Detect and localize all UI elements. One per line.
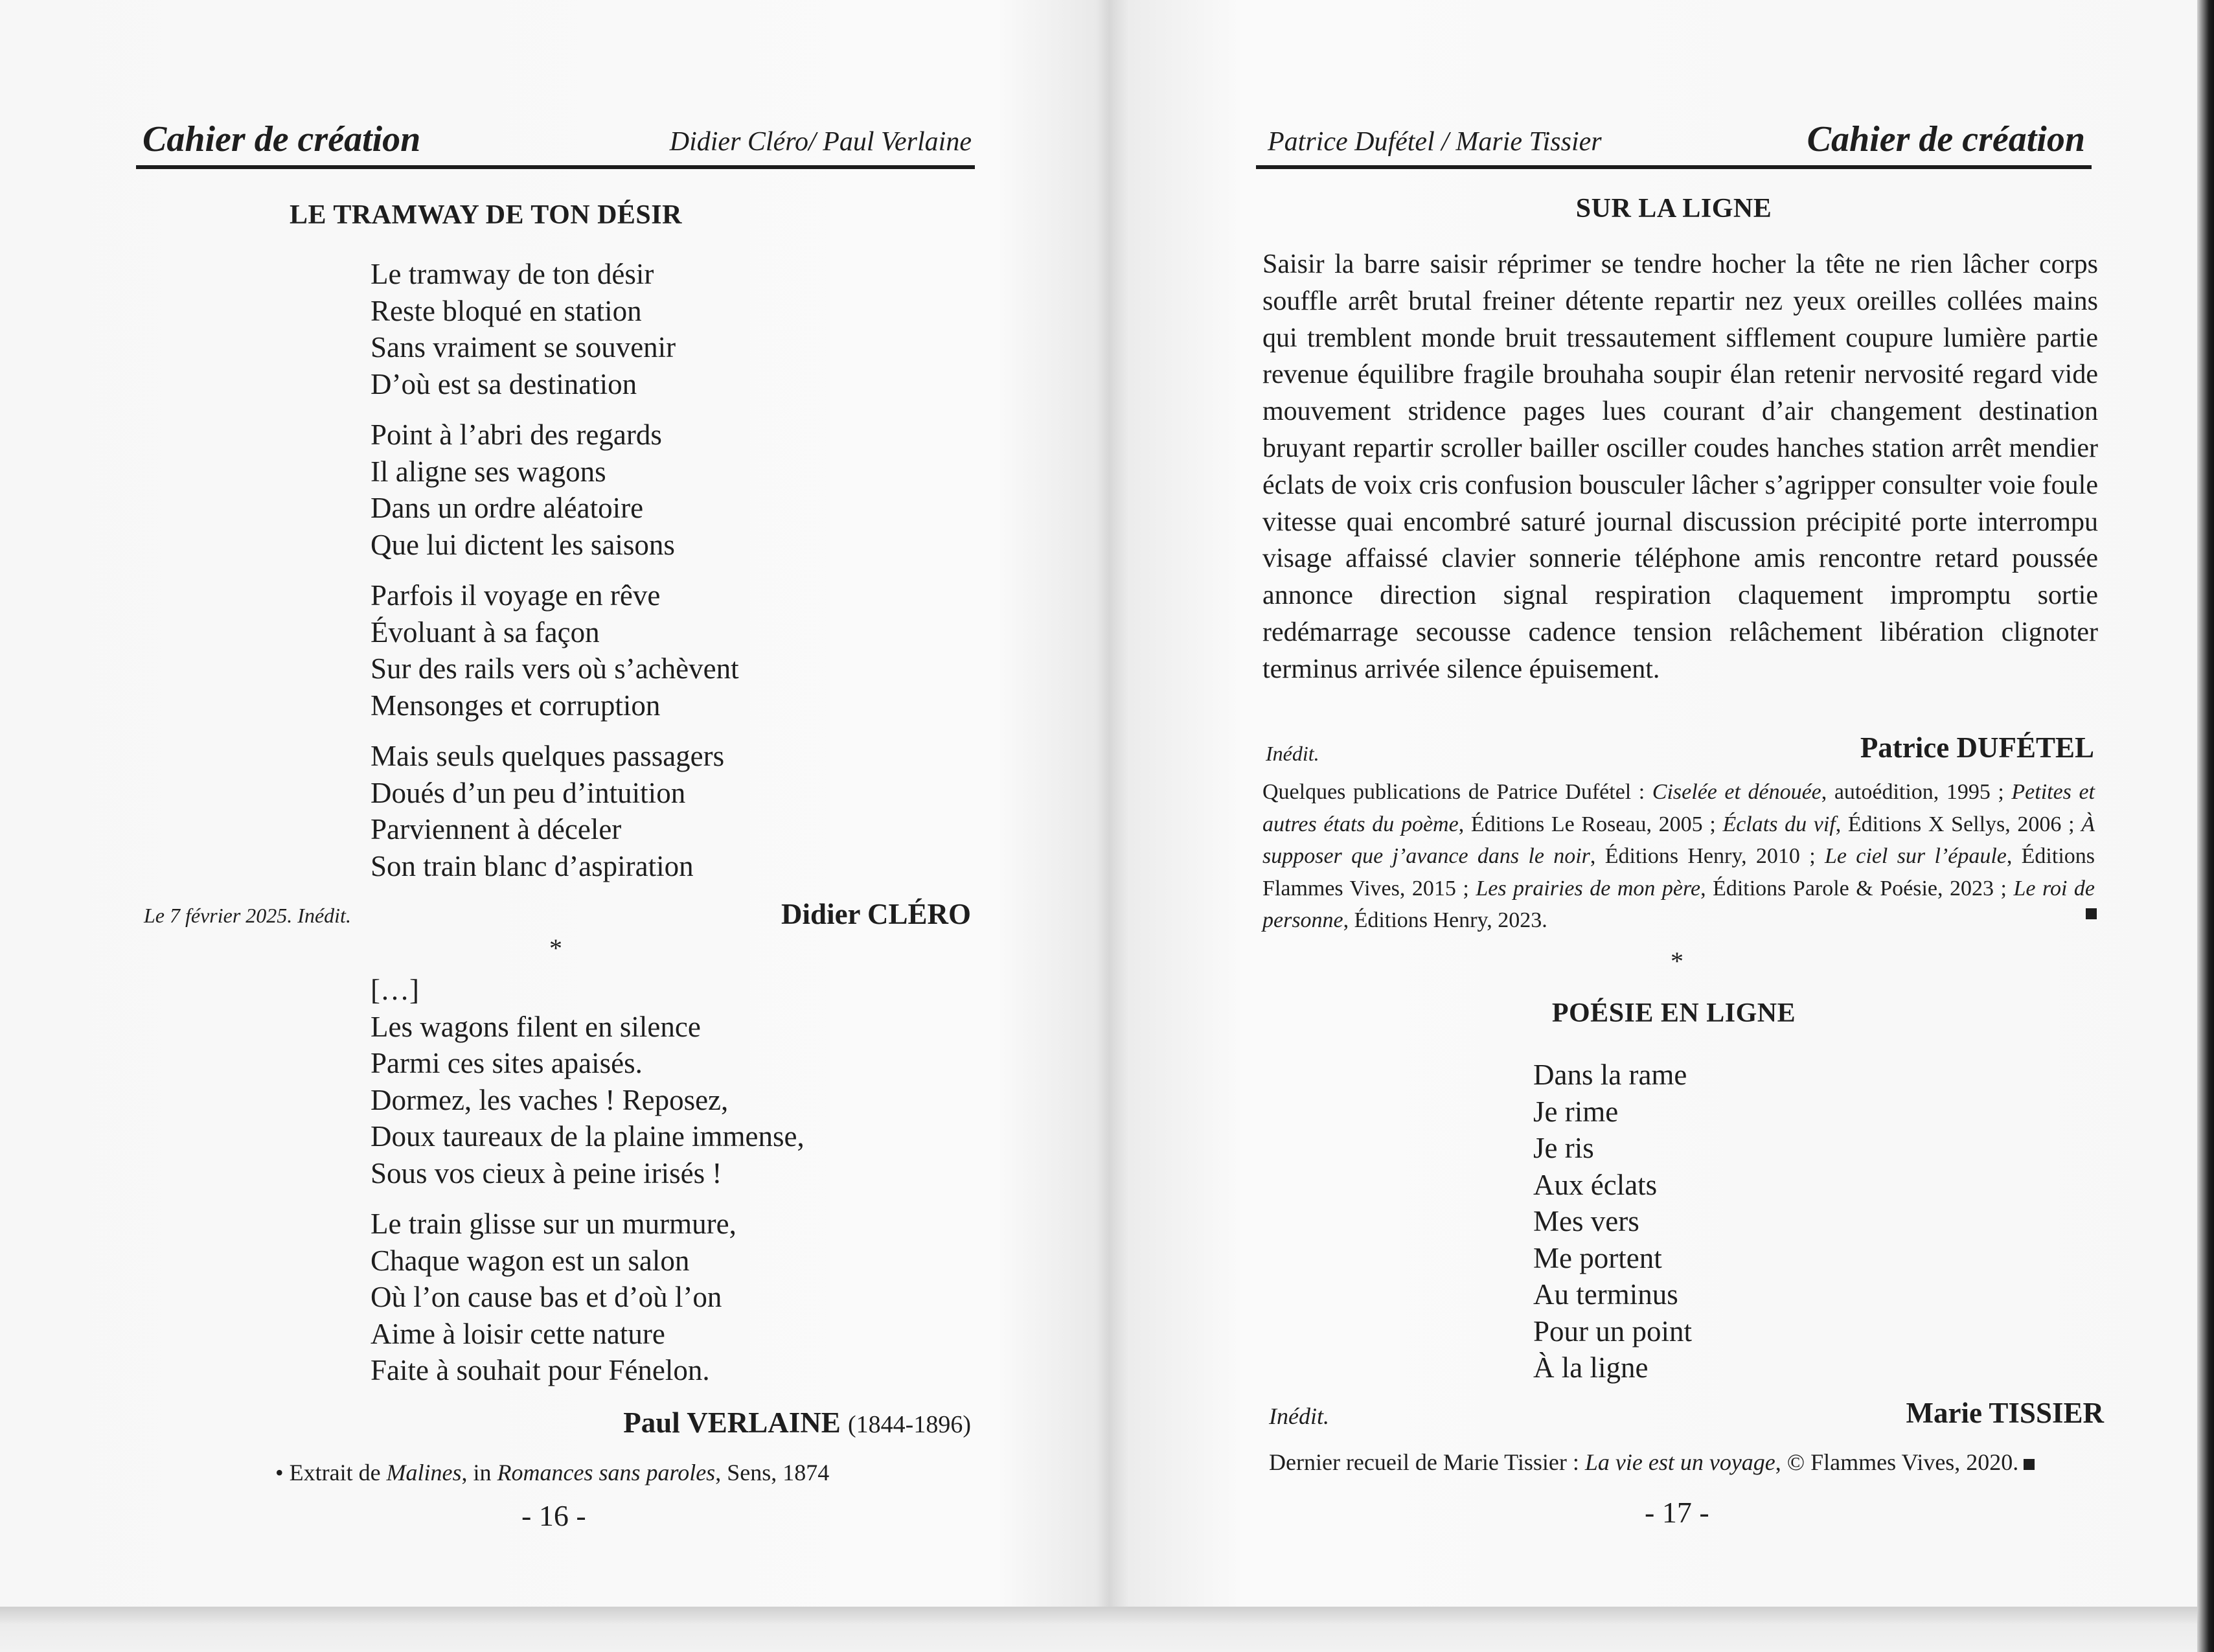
prose-poem: Saisir la barre saisir réprimer se tendre hocher la tête ne rien lâcher corps souffle arrêt brutal freiner détente repartir nez yeux oreilles collées mains qui tremblent monde bruit tressautement sifflement coupure lumière partie revenue équilibre fragile brouhaha soupir élan retenir nervosité regard vide mouvement stridence pages lues courant d’air changement destination bruyant repartir scroller bailler osciller coudes hanches station arrêt mendier éclats de voix cris confusion bousculer lâcher s’agripper consulter voie foule vitesse quai encombré saturé journal discussion précipité porte interrompu visage affaissé clavier sonnerie téléphone amis rencontre retard poussée annonce direction signal respiration claquement impromptu sortie redémarrage secousse cadence tension relâchement libération clignoter terminus arrivée silence épuisement.: [1262, 249, 2098, 684]
source-book: Romances sans paroles: [497, 1460, 716, 1486]
poem-body: [371, 256, 739, 899]
collection-note: [1269, 1449, 2035, 1476]
magazine-title: Cahier de création: [1807, 119, 2085, 159]
book-title: Ciselée et dénouée: [1652, 780, 1821, 804]
magazine-title: Cahier de création: [143, 119, 421, 159]
stanza: [371, 417, 739, 563]
header-authors: Didier Cléro/ Paul Verlaine: [669, 127, 972, 157]
header-authors: Patrice Dufétel / Marie Tissier: [1268, 127, 1602, 157]
verse-line: Doués d’un peu d’intuition: [371, 776, 686, 809]
verse-line: Sans vraiment se souvenir: [371, 331, 676, 363]
author-name: Paul VERLAINE: [623, 1406, 841, 1439]
verse-line: […]: [371, 974, 419, 1006]
source-suffix: , Sens, 1874: [715, 1460, 830, 1486]
book-title: Les prairies de mon père: [1476, 876, 1701, 901]
poem-date-note: Le 7 février 2025. Inédit.: [144, 904, 351, 927]
poem-body: [371, 972, 805, 1403]
stanza: [371, 577, 739, 724]
page-number: - 16 -: [521, 1499, 586, 1532]
stanza: [371, 256, 739, 402]
book-title: À supposer que j’avance dans le noir: [1262, 812, 2095, 868]
verse-line: Au terminus: [1533, 1278, 1678, 1311]
poem-title: SUR LA LIGNE: [1575, 194, 1772, 224]
poem-body: [1533, 1057, 1692, 1386]
book-title: Petites et autres états du poème: [1262, 780, 2095, 836]
verse-line: Son train blanc d’aspiration: [371, 849, 694, 882]
verse-line: D’où est sa destination: [371, 367, 637, 400]
book-title: Éclats du vif: [1722, 812, 1836, 836]
pubs-text: , autoédition, 1995 ;: [1821, 780, 2012, 804]
inedit-note: Inédit.: [1266, 742, 1319, 765]
verse-line: Pour un point: [1533, 1314, 1693, 1348]
verse-line: Où l’on cause bas et d’où l’on: [371, 1281, 722, 1313]
verse-line: Mais seuls quelques passagers: [371, 740, 725, 772]
book-title: Le roi de personne: [1262, 876, 2095, 932]
verse-line: À la ligne: [1533, 1351, 1649, 1384]
verse-line: Dans la rame: [1533, 1059, 1687, 1091]
author-signature: Marie TISSIER: [1906, 1397, 2104, 1429]
verse-line: Les wagons filent en silence: [371, 1010, 701, 1043]
pubs-text: , Éditions Henry, 2010 ;: [1590, 844, 1825, 868]
verse-line: Chaque wagon est un salon: [371, 1244, 690, 1277]
scan-bottom-shadow: [0, 1607, 2214, 1652]
end-mark-icon: [2086, 908, 2097, 919]
book-title: Le ciel sur l’épaule: [1825, 844, 2007, 868]
author-signature: Patrice DUFÉTEL: [1860, 731, 2094, 764]
note-prefix: Dernier recueil de Marie Tissier :: [1269, 1449, 1585, 1475]
verse-line: Parfois il voyage en rêve: [371, 579, 661, 612]
book-title: La vie est un voyage: [1584, 1449, 1775, 1475]
verse-line: Dans un ordre aléatoire: [371, 492, 644, 524]
stanza: [371, 972, 805, 1191]
pubs-text: , Éditions Flammes Vives, 2015 ;: [1262, 844, 2095, 901]
author-signature: [623, 1406, 971, 1440]
verse-line: Aux éclats: [1533, 1168, 1658, 1201]
pubs-text: , Éditions X Sellys, 2006 ;: [1835, 812, 2082, 836]
verse-line: Que lui dictent les saisons: [371, 528, 675, 561]
verse-line: Point à l’abri des regards: [371, 419, 662, 451]
pubs-text: , Éditions Parole & Poésie, 2023 ;: [1700, 876, 2014, 901]
verse-line: Mensonges et corruption: [371, 689, 661, 722]
verse-line: Le train glisse sur un murmure,: [371, 1208, 736, 1240]
left-page-header: [136, 107, 975, 169]
stanza: [371, 738, 739, 884]
verse-line: Sur des rails vers où s’achèvent: [371, 652, 739, 685]
scan-edge-shadow: [2197, 0, 2214, 1652]
verse-line: Doux taureaux de la plaine immense,: [371, 1120, 805, 1153]
source-mid: , in: [461, 1460, 497, 1486]
note-suffix: , © Flammes Vives, 2020.: [1775, 1449, 2019, 1475]
source-work: Malines: [386, 1460, 462, 1486]
poem-title: POÉSIE EN LIGNE: [1551, 998, 1796, 1028]
publications-note: [1262, 776, 2095, 937]
author-dates: (1844-1896): [848, 1411, 971, 1438]
pubs-text: , Éditions Le Roseau, 2005 ;: [1458, 812, 1723, 836]
stanza: [371, 1206, 805, 1389]
source-note: [275, 1459, 829, 1486]
verse-line: Évoluant à sa façon: [371, 615, 600, 648]
verse-line: Le tramway de ton désir: [371, 258, 654, 290]
section-separator: *: [549, 934, 562, 963]
verse-line: Reste bloqué en station: [371, 294, 642, 327]
source-prefix: • Extrait de: [275, 1460, 387, 1486]
poem-title: LE TRAMWAY DE TON DÉSIR: [290, 200, 682, 230]
page-number: - 17 -: [1645, 1496, 1709, 1529]
right-page-header: [1256, 107, 2092, 169]
verse-line: Aime à loisir cette nature: [371, 1317, 665, 1350]
section-separator: *: [1671, 946, 1683, 976]
verse-line: Me portent: [1533, 1241, 1662, 1274]
verse-line: Il aligne ses wagons: [371, 455, 606, 488]
pubs-text: Quelques publications de Patrice Dufétel :: [1262, 780, 1652, 804]
verse-line: Mes vers: [1533, 1205, 1639, 1237]
inedit-note: Inédit.: [1269, 1403, 1329, 1429]
author-signature: Didier CLÉRO: [781, 898, 971, 930]
pubs-text: , Éditions Henry, 2023.: [1343, 908, 1547, 932]
end-mark-icon: [2024, 1459, 2035, 1470]
page-16: [0, 0, 1107, 1607]
verse-line: Parviennent à déceler: [371, 813, 622, 845]
verse-line: Je ris: [1533, 1132, 1594, 1164]
verse-line: Faite à souhait pour Fénelon.: [371, 1354, 710, 1386]
verse-line: Je rime: [1533, 1095, 1619, 1128]
verse-line: Parmi ces sites apaisés.: [371, 1047, 643, 1079]
page-17: [1107, 0, 2214, 1607]
verse-line: Sous vos cieux à peine irisés !: [371, 1156, 722, 1189]
verse-line: Dormez, les vaches ! Reposez,: [371, 1083, 729, 1116]
